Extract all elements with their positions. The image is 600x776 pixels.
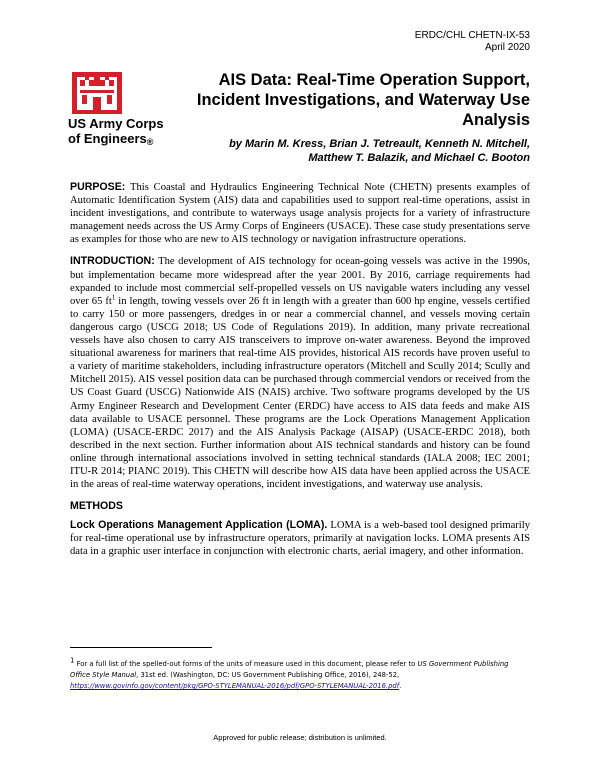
loma-paragraph — [70, 519, 530, 558]
document-body — [70, 181, 530, 568]
introduction-label: INTRODUCTION: — [70, 255, 155, 268]
organization-line-2 — [68, 131, 198, 146]
introduction-text-part-1: The development of AIS technology for ocean-going vessels was active in the 1990s, but implementation became more widespread after the year 2001. By 2016, carriage requirements had expanded to include most commercial self-propelled vessels on US navigable waters including any vessel over 65 ft — [70, 256, 530, 307]
author-line-1: by Marin M. Kress, Brian J. Tetreault, Kenneth N. Mitchell, — [229, 138, 530, 150]
organization-name — [68, 116, 198, 146]
footnote-text-part-1: For a full list of the spelled-out forms of the units of measure used in this document, please refer to — [74, 660, 418, 668]
footnote-link[interactable]: https://www.govinfo.gov/content/pkg/GPO-STYLEMANUAL-2016/pdf/GPO-STYLEMANUAL-2016.pdf — [70, 682, 400, 690]
purpose-text: This Coastal and Hydraulics Engineering Technical Note (CHETN) presents examples of Automatic Identification System (AIS) data and capabilities used to support real-time operations, assist in incident investigations, and contribute to waterways usage analysis projects for a variety of infrastructure management needs across the US Army Corps of Engineers (USACE). These case study presentations serve as examples for those who are new to AIS technology or navigation infrastructure operations. — [70, 182, 530, 246]
registered-mark: ® — [146, 137, 154, 147]
methods-heading: METHODS — [70, 500, 123, 513]
document-id-block — [415, 30, 530, 54]
purpose-paragraph — [70, 181, 530, 246]
loma-label: Lock Operations Management Application (LOMA). — [70, 519, 328, 532]
report-number: ERDC/CHL CHETN-IX-53 — [414, 30, 530, 41]
document-title: AIS Data: Real-Time Operation Support, Incident Investigations, and Waterway Use Analysis — [196, 71, 530, 129]
footnote-end: . — [399, 682, 402, 690]
footnote-mark: 1 — [70, 656, 75, 665]
organization-line-2-text: of Engineers — [68, 131, 147, 146]
distribution-statement: Approved for public release; distribution is unlimited. — [213, 733, 387, 742]
footnote — [70, 656, 530, 692]
footnote-divider — [70, 647, 212, 648]
organization-line-1: US Army Corps — [68, 116, 164, 131]
footnote-reference[interactable]: 1 — [111, 293, 116, 302]
usace-castle-logo — [72, 72, 122, 114]
footnote-text-part-2: , 31st ed. (Washington, DC: US Government Publishing Office, 2016), 248-52, — [136, 671, 400, 679]
purpose-label: PURPOSE: — [70, 181, 126, 193]
author-line-2: Matthew T. Balazik, and Michael C. Booton — [308, 152, 530, 164]
author-byline — [190, 137, 530, 165]
introduction-text-part-2: in length, towing vessels over 26 ft in length with a greater than 600 hp engine, vessels certified to carry 150 or more passengers, dredges in or near a commercial channel, and vessels moving certain dangerous cargo (USCG 2018; US Code of Regulations 2019). In addition, many private recreational vessels have also chosen to carry AIS transceivers to improve on-water awareness. Beyond the improved situational awareness for mariners that real-time AIS provides, historical AIS records have proven useful to a variety of maritime stakeholders, including infrastructure operators (Mitchell and Scully 2014; Scully and Mitchell 2015). AIS vessel position data can be purchased through commercial vendors or received from the US Coast Guard (USCG) Nationwide AIS (NAIS) archive. Two software programs developed by the US Army Engineer Research and Development Center (ERDC) have access to AIS data feeds and make AIS data available to USACE personnel. These programs are the Lock Operations Management Application (LOMA) (USACE-ERDC 2017) and the AIS Analysis Package (AISAP) (USACE-ERDC 2018), both described in the next section. Further information about AIS technical standards and history can be found online through international associations involved in setting technical standards (IALA 2008; IEC 2001; ITU-R 2014; PIANC 2019). This CHETN will describe how AIS data have been applied across the USACE in the areas of real-time waterway operations, incident investigations, and waterway use analysis. — [70, 295, 531, 491]
report-date: April 2020 — [484, 42, 530, 53]
footnote-style-manual-title: US Government Publishing Office Style Manual — [70, 660, 509, 679]
introduction-paragraph — [70, 255, 530, 491]
loma-text: LOMA is a web-based tool designed primarily for real-time operational use by infrastructure operators, primarily at navigation locks. LOMA presents AIS data in a graphic user interface in conjunction with electronic charts, aerial imagery, and other information. — [70, 520, 530, 558]
